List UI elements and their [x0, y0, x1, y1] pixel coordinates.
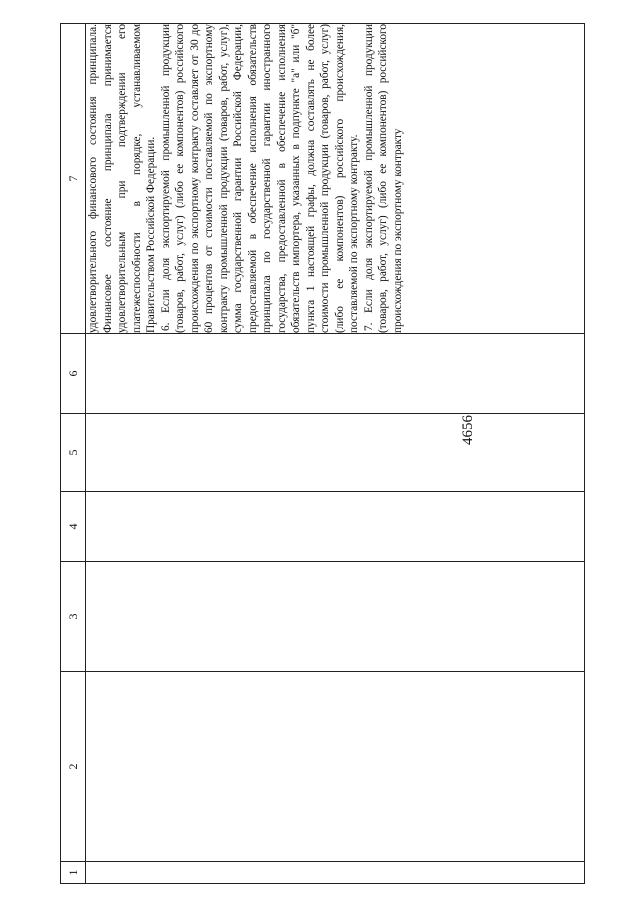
- paragraph-item-6: 6. Если доля экспортируемой промышленной продукции (товаров, работ, услуг) (либо ее компонентов) российского происхождения по экспортному контракту составляет от 30 до 60 процентов от стоимости поставляемой по экспортному контракту промышленной продукции (товаров, работ, услуг), сумма государственной гарантии Российской Федерации, предоставляемой в обеспечение исполнения обязательств принципала по государственной гарантии иностранного государства, предоставленной в обеспечение исполнения обязательств импортера, указанных в подпункте "а" или "б" пункта 1 настоящей графы, должна составлять не более стоимости промышленной продукции (товаров, работ, услуг) (либо ее компонентов) российского происхождения, поставляемой по экспортному контракту.: [159, 24, 360, 333]
- cell-col-5: [86, 414, 585, 492]
- cell-col-4: [86, 492, 585, 562]
- column-header-2: 2: [61, 672, 86, 862]
- column-header-1: 1: [61, 862, 86, 884]
- table-row: [86, 24, 585, 884]
- cell-col-1: [86, 862, 585, 884]
- paragraph-item-7: 7. Если доля экспортируемой промышленной продукции (товаров, работ, услуг) (либо ее компонентов) российского происхождения по экспортному контракту: [362, 24, 404, 333]
- paragraph-financial-state: удовлетворительного финансового состояния принципала. Финансовое состояние принципала принимается удовлетворительным при подтверждении его платежеспособности в порядке, устанавливаемом Правительством Российской Федерации.: [87, 24, 157, 333]
- cell-col-7: [86, 24, 585, 334]
- column-header-3: 3: [61, 562, 86, 672]
- cell-col-2: [86, 672, 585, 862]
- column-header-5: 5: [61, 414, 86, 492]
- column-header-6: 6: [61, 334, 86, 414]
- table-header-row: [61, 24, 86, 884]
- column-header-4: 4: [61, 492, 86, 562]
- data-table: [60, 23, 585, 884]
- cell-col-3: [86, 562, 585, 672]
- cell-col-6: [86, 334, 585, 414]
- page-number: 4656: [460, 415, 476, 445]
- rotated-table-container: [60, 24, 584, 884]
- column-header-7: 7: [61, 24, 86, 334]
